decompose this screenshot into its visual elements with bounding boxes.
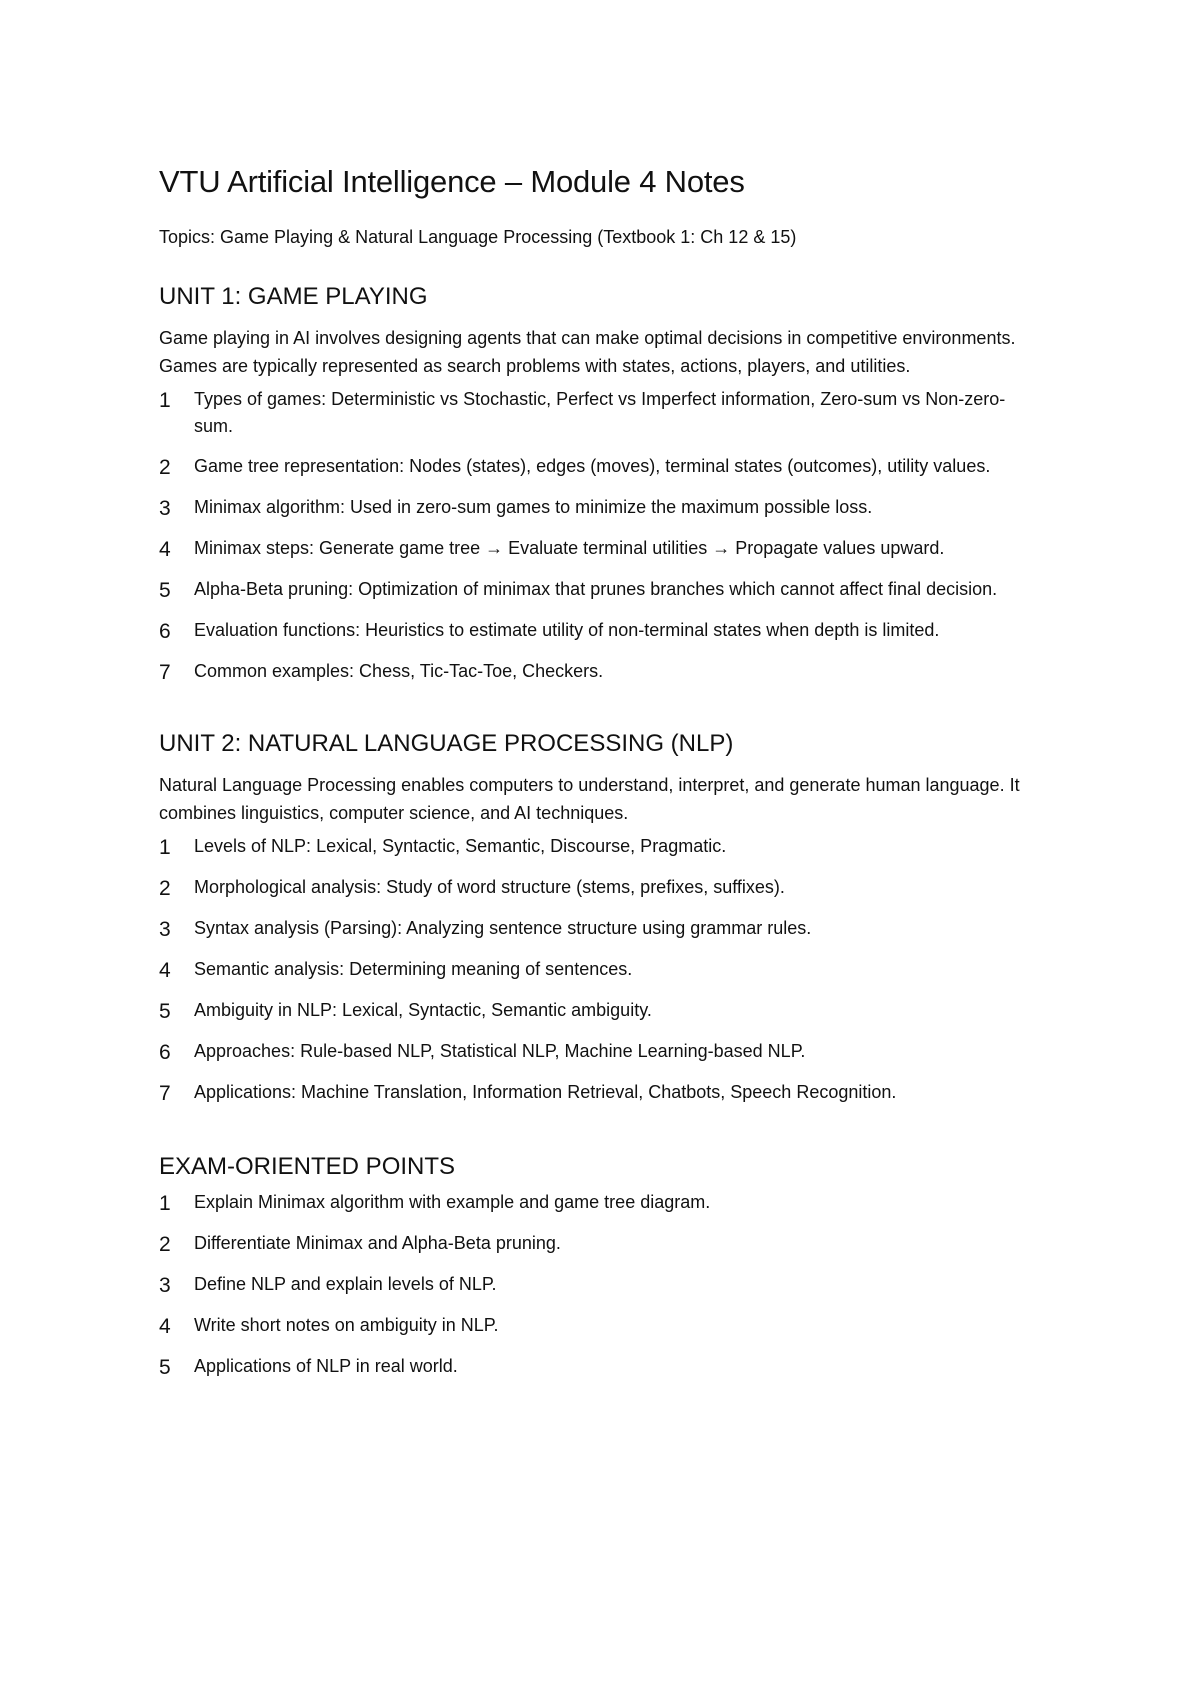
list-item-text: Define NLP and explain levels of NLP. [194, 1274, 497, 1294]
list-item-text: Differentiate Minimax and Alpha-Beta pruning. [194, 1233, 561, 1253]
list-item-text: Game tree representation: Nodes (states), edges (moves), terminal states (outcomes), utility values. [194, 456, 991, 476]
list-item-text: Approaches: Rule-based NLP, Statistical NLP, Machine Learning-based NLP. [194, 1041, 806, 1061]
unit2-heading: UNIT 2: NATURAL LANGUAGE PROCESSING (NLP) [159, 730, 734, 757]
list-item [159, 915, 1059, 943]
list-item-number: 1 [159, 389, 171, 412]
list-item-text: Ambiguity in NLP: Lexical, Syntactic, Semantic ambiguity. [194, 1000, 652, 1020]
list-item [159, 956, 1059, 984]
list-item-text: Minimax algorithm: Used in zero-sum games to minimize the maximum possible loss. [194, 497, 873, 517]
list-item [159, 453, 1059, 481]
list-item-text: Common examples: Chess, Tic-Tac-Toe, Checkers. [194, 661, 604, 681]
list-item-text: Semantic analysis: Determining meaning of sentences. [194, 959, 633, 979]
unit2-intro: Natural Language Processing enables computers to understand, interpret, and generate human language. It combines linguistics, computer science, and AI techniques. [159, 775, 1020, 823]
list-item-text: Syntax analysis (Parsing): Analyzing sentence structure using grammar rules. [194, 918, 812, 938]
list-item-text: Applications of NLP in real world. [194, 1356, 458, 1376]
list-item-text: Explain Minimax algorithm with example and game tree diagram. [194, 1192, 711, 1212]
list-item [159, 833, 1059, 861]
list-item [159, 1353, 1059, 1381]
unit1-section [159, 281, 1059, 686]
list-item [159, 997, 1059, 1025]
list-item [159, 386, 1059, 440]
unit2-list [159, 833, 1059, 1107]
list-item-number: 7 [159, 1082, 171, 1105]
list-item [159, 1079, 1059, 1107]
list-item [159, 1271, 1059, 1299]
unit2-section [159, 728, 1059, 1107]
list-item [159, 576, 1059, 604]
list-item-text: Morphological analysis: Study of word structure (stems, prefixes, suffixes). [194, 877, 785, 897]
exam-section [159, 1151, 1059, 1381]
list-item [159, 1230, 1059, 1258]
list-item-number: 3 [159, 497, 171, 520]
list-item [159, 1189, 1059, 1217]
list-item-number: 1 [159, 836, 171, 859]
list-item [159, 535, 1059, 563]
list-item-number: 7 [159, 661, 171, 684]
list-item [159, 1038, 1059, 1066]
list-item-number: 3 [159, 918, 171, 941]
exam-list [159, 1189, 1059, 1381]
unit1-list [159, 386, 1059, 686]
list-item-text: Applications: Machine Translation, Information Retrieval, Chatbots, Speech Recognition. [194, 1082, 897, 1102]
list-item [159, 658, 1059, 686]
list-item-text: Write short notes on ambiguity in NLP. [194, 1315, 499, 1335]
list-item-text: Minimax steps: Generate game tree → Evaluate terminal utilities → Propagate values upward. [194, 538, 945, 558]
list-item-number: 4 [159, 538, 171, 561]
document-title: VTU Artificial Intelligence – Module 4 Notes [159, 164, 745, 199]
unit1-heading: UNIT 1: GAME PLAYING [159, 283, 428, 310]
list-item-number: 5 [159, 1356, 171, 1379]
list-item-number: 2 [159, 877, 171, 900]
list-item-number: 4 [159, 1315, 171, 1338]
list-item [159, 494, 1059, 522]
list-item-text: Evaluation functions: Heuristics to estimate utility of non-terminal states when depth is limited. [194, 620, 940, 640]
list-item [159, 874, 1059, 902]
list-item-number: 6 [159, 1041, 171, 1064]
list-item-text: Types of games: Deterministic vs Stochastic, Perfect vs Imperfect information, Zero-sum vs Non-zero-sum. [194, 389, 1006, 436]
list-item [159, 617, 1059, 645]
list-item-number: 3 [159, 1274, 171, 1297]
list-item-number: 5 [159, 1000, 171, 1023]
unit1-intro: Game playing in AI involves designing agents that can make optimal decisions in competitive environments. Games are typically represented as search problems with states, actions, players, and utilities. [159, 328, 1016, 376]
list-item [159, 1312, 1059, 1340]
list-item-number: 6 [159, 620, 171, 643]
exam-heading: EXAM-ORIENTED POINTS [159, 1153, 456, 1180]
list-item-text: Alpha-Beta pruning: Optimization of minimax that prunes branches which cannot affect final decision. [194, 579, 998, 599]
list-item-number: 5 [159, 579, 171, 602]
list-item-number: 2 [159, 1233, 171, 1256]
document-page [159, 150, 1059, 1394]
list-item-text: Levels of NLP: Lexical, Syntactic, Semantic, Discourse, Pragmatic. [194, 836, 727, 856]
document-subtitle: Topics: Game Playing & Natural Language Processing (Textbook 1: Ch 12 & 15) [159, 227, 797, 247]
list-item-number: 4 [159, 959, 171, 982]
list-item-number: 1 [159, 1192, 171, 1215]
list-item-number: 2 [159, 456, 171, 479]
